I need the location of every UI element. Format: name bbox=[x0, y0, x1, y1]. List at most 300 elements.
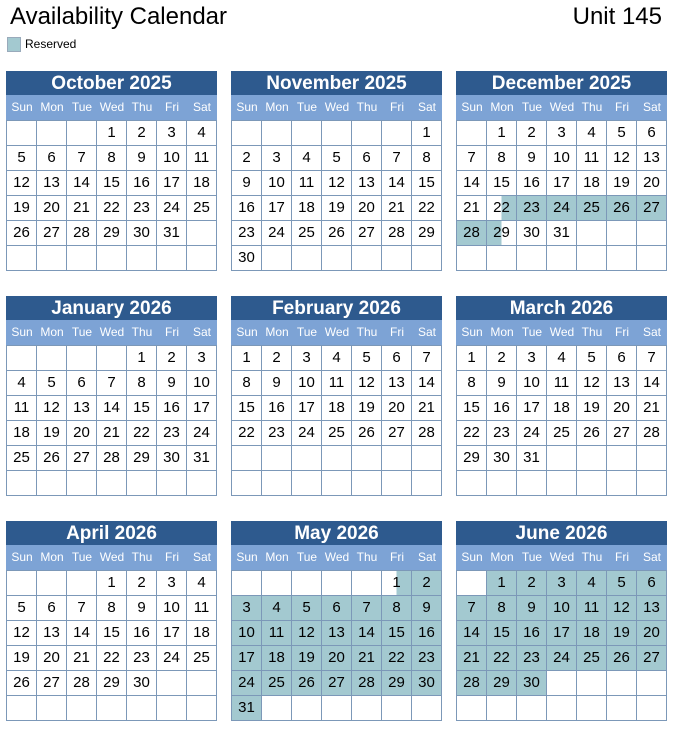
day-cell[interactable]: 7 bbox=[412, 346, 442, 371]
day-cell[interactable]: 6 bbox=[382, 346, 412, 371]
day-cell[interactable]: 4 bbox=[577, 121, 607, 146]
day-cell[interactable]: 7 bbox=[97, 371, 127, 396]
day-cell[interactable]: 23 bbox=[412, 646, 442, 671]
day-cell[interactable]: 9 bbox=[262, 371, 292, 396]
day-cell[interactable]: 29 bbox=[412, 221, 442, 246]
day-cell[interactable]: 27 bbox=[322, 671, 352, 696]
day-cell[interactable]: 19 bbox=[7, 646, 37, 671]
day-cell[interactable]: 30 bbox=[127, 671, 157, 696]
day-cell[interactable]: 28 bbox=[97, 446, 127, 471]
day-cell[interactable]: 29 bbox=[97, 671, 127, 696]
day-cell[interactable]: 30 bbox=[232, 246, 262, 271]
day-cell[interactable]: 6 bbox=[37, 596, 67, 621]
day-cell[interactable]: 13 bbox=[322, 621, 352, 646]
day-cell[interactable]: 28 bbox=[637, 421, 667, 446]
day-cell[interactable]: 16 bbox=[487, 396, 517, 421]
day-cell[interactable]: 23 bbox=[262, 421, 292, 446]
day-cell[interactable]: 20 bbox=[382, 396, 412, 421]
day-grid bbox=[6, 120, 217, 271]
day-cell[interactable]: 26 bbox=[577, 421, 607, 446]
weekday-header-row bbox=[456, 545, 667, 570]
empty-day-cell bbox=[37, 121, 67, 146]
day-cell[interactable]: 8 bbox=[97, 146, 127, 171]
day-cell[interactable]: 8 bbox=[457, 371, 487, 396]
day-cell[interactable]: 6 bbox=[37, 146, 67, 171]
day-cell[interactable]: 9 bbox=[412, 596, 442, 621]
day-cell[interactable]: 21 bbox=[457, 646, 487, 671]
day-cell[interactable]: 5 bbox=[352, 346, 382, 371]
day-cell[interactable]: 31 bbox=[547, 221, 577, 246]
day-cell[interactable]: 18 bbox=[292, 196, 322, 221]
day-cell[interactable]: 15 bbox=[412, 171, 442, 196]
day-cell[interactable]: 29 bbox=[382, 671, 412, 696]
empty-day-cell bbox=[7, 696, 37, 721]
day-cell[interactable]: 19 bbox=[607, 171, 637, 196]
day-cell[interactable]: 20 bbox=[637, 621, 667, 646]
day-cell[interactable]: 25 bbox=[7, 446, 37, 471]
day-cell[interactable]: 24 bbox=[157, 196, 187, 221]
day-cell[interactable]: 4 bbox=[262, 596, 292, 621]
day-cell[interactable]: 29 bbox=[97, 221, 127, 246]
day-cell[interactable]: 7 bbox=[67, 596, 97, 621]
day-cell[interactable]: 16 bbox=[517, 621, 547, 646]
day-cell[interactable]: 16 bbox=[412, 621, 442, 646]
day-cell[interactable]: 23 bbox=[157, 421, 187, 446]
day-cell[interactable]: 1 bbox=[487, 121, 517, 146]
day-cell[interactable]: 30 bbox=[517, 671, 547, 696]
day-cell[interactable]: 13 bbox=[37, 621, 67, 646]
day-cell[interactable]: 3 bbox=[517, 346, 547, 371]
day-cell[interactable]: 18 bbox=[262, 646, 292, 671]
day-cell[interactable]: 31 bbox=[187, 446, 217, 471]
day-cell[interactable]: 10 bbox=[517, 371, 547, 396]
day-cell[interactable]: 11 bbox=[7, 396, 37, 421]
day-cell[interactable]: 15 bbox=[97, 171, 127, 196]
month-calendar bbox=[231, 71, 442, 271]
day-cell[interactable]: 16 bbox=[127, 621, 157, 646]
day-cell[interactable]: 18 bbox=[577, 171, 607, 196]
day-cell[interactable]: 13 bbox=[67, 396, 97, 421]
day-cell[interactable]: 12 bbox=[7, 171, 37, 196]
day-cell[interactable]: 26 bbox=[607, 196, 637, 221]
day-cell[interactable]: 12 bbox=[577, 371, 607, 396]
day-cell[interactable]: 14 bbox=[97, 396, 127, 421]
day-cell[interactable]: 15 bbox=[487, 171, 517, 196]
day-cell[interactable]: 11 bbox=[262, 621, 292, 646]
weekday-label: Mon bbox=[40, 550, 64, 564]
day-cell[interactable]: 26 bbox=[7, 221, 37, 246]
day-cell[interactable]: 22 bbox=[382, 646, 412, 671]
day-cell[interactable]: 11 bbox=[292, 171, 322, 196]
day-cell[interactable]: 9 bbox=[487, 371, 517, 396]
day-cell[interactable]: 25 bbox=[292, 221, 322, 246]
day-cell[interactable]: 24 bbox=[262, 221, 292, 246]
day-cell[interactable]: 1 bbox=[97, 571, 127, 596]
day-cell[interactable]: 15 bbox=[457, 396, 487, 421]
day-cell[interactable]: 31 bbox=[157, 221, 187, 246]
day-cell[interactable]: 1 bbox=[127, 346, 157, 371]
day-cell[interactable]: 3 bbox=[157, 571, 187, 596]
day-cell[interactable]: 21 bbox=[97, 421, 127, 446]
day-cell[interactable]: 10 bbox=[157, 596, 187, 621]
day-cell[interactable]: 28 bbox=[382, 221, 412, 246]
day-cell[interactable]: 20 bbox=[322, 646, 352, 671]
day-cell[interactable]: 9 bbox=[517, 146, 547, 171]
day-cell[interactable]: 14 bbox=[352, 621, 382, 646]
empty-day-cell bbox=[157, 471, 187, 496]
day-cell[interactable]: 2 bbox=[232, 146, 262, 171]
day-cell[interactable]: 1 bbox=[457, 346, 487, 371]
day-cell[interactable]: 23 bbox=[517, 196, 547, 221]
day-cell[interactable]: 15 bbox=[97, 621, 127, 646]
day-cell[interactable]: 8 bbox=[412, 146, 442, 171]
day-cell[interactable]: 19 bbox=[37, 421, 67, 446]
day-cell[interactable]: 29 bbox=[487, 671, 517, 696]
day-cell[interactable]: 8 bbox=[232, 371, 262, 396]
day-cell[interactable]: 5 bbox=[322, 146, 352, 171]
day-cell[interactable]: 12 bbox=[292, 621, 322, 646]
day-cell[interactable]: 24 bbox=[187, 421, 217, 446]
day-cell[interactable]: 20 bbox=[607, 396, 637, 421]
day-cell[interactable]: 15 bbox=[487, 621, 517, 646]
day-cell[interactable]: 11 bbox=[577, 596, 607, 621]
day-cell[interactable]: 6 bbox=[607, 346, 637, 371]
day-cell[interactable]: 1 bbox=[232, 346, 262, 371]
day-cell[interactable]: 1 bbox=[487, 571, 517, 596]
empty-day-cell bbox=[262, 246, 292, 271]
day-cell[interactable]: 3 bbox=[292, 346, 322, 371]
day-cell[interactable]: 4 bbox=[547, 346, 577, 371]
day-cell[interactable]: 3 bbox=[547, 121, 577, 146]
day-cell[interactable]: 2 bbox=[127, 571, 157, 596]
day-cell[interactable]: 27 bbox=[637, 646, 667, 671]
day-cell[interactable]: 8 bbox=[97, 596, 127, 621]
day-cell[interactable]: 19 bbox=[607, 621, 637, 646]
day-cell[interactable]: 2 bbox=[517, 571, 547, 596]
day-cell[interactable]: 24 bbox=[547, 646, 577, 671]
day-cell[interactable]: 27 bbox=[607, 421, 637, 446]
day-cell[interactable]: 7 bbox=[637, 346, 667, 371]
day-cell[interactable]: 17 bbox=[157, 171, 187, 196]
empty-day-cell bbox=[232, 471, 262, 496]
day-cell[interactable]: 2 bbox=[262, 346, 292, 371]
day-cell[interactable]: 20 bbox=[37, 196, 67, 221]
day-cell[interactable]: 13 bbox=[637, 146, 667, 171]
day-cell[interactable]: 21 bbox=[67, 646, 97, 671]
day-cell[interactable]: 6 bbox=[637, 121, 667, 146]
day-cell[interactable]: 23 bbox=[127, 646, 157, 671]
day-cell[interactable]: 4 bbox=[577, 571, 607, 596]
day-cell[interactable]: 13 bbox=[382, 371, 412, 396]
day-cell[interactable]: 20 bbox=[352, 196, 382, 221]
day-cell[interactable]: 26 bbox=[352, 421, 382, 446]
day-cell[interactable]: 5 bbox=[7, 596, 37, 621]
day-cell[interactable]: 20 bbox=[67, 421, 97, 446]
day-cell[interactable]: 24 bbox=[232, 671, 262, 696]
empty-day-cell bbox=[517, 246, 547, 271]
day-cell[interactable]: 18 bbox=[322, 396, 352, 421]
day-cell[interactable]: 29 bbox=[457, 446, 487, 471]
day-cell[interactable]: 22 bbox=[97, 646, 127, 671]
day-cell[interactable]: 25 bbox=[187, 646, 217, 671]
empty-day-cell bbox=[7, 121, 37, 146]
empty-day-cell bbox=[607, 671, 637, 696]
day-cell[interactable]: 6 bbox=[322, 596, 352, 621]
day-cell[interactable]: 26 bbox=[607, 646, 637, 671]
empty-day-cell bbox=[232, 121, 262, 146]
day-cell[interactable]: 1 bbox=[412, 121, 442, 146]
day-cell[interactable]: 31 bbox=[232, 696, 262, 721]
empty-day-cell bbox=[67, 121, 97, 146]
day-cell[interactable]: 30 bbox=[412, 671, 442, 696]
month-title: June 2026 bbox=[456, 521, 667, 545]
empty-day-cell bbox=[187, 671, 217, 696]
day-cell[interactable]: 21 bbox=[637, 396, 667, 421]
weekday-label: Thu bbox=[131, 325, 153, 339]
day-cell[interactable]: 13 bbox=[352, 171, 382, 196]
day-cell[interactable]: 27 bbox=[67, 446, 97, 471]
day-cell[interactable]: 19 bbox=[352, 396, 382, 421]
day-cell[interactable]: 25 bbox=[187, 196, 217, 221]
day-cell[interactable]: 14 bbox=[457, 621, 487, 646]
day-cell[interactable]: 14 bbox=[637, 371, 667, 396]
empty-day-cell bbox=[577, 696, 607, 721]
day-cell[interactable]: 17 bbox=[157, 621, 187, 646]
day-cell[interactable]: 8 bbox=[487, 146, 517, 171]
day-cell[interactable]: 25 bbox=[577, 646, 607, 671]
empty-day-cell bbox=[382, 471, 412, 496]
day-cell[interactable]: 5 bbox=[37, 371, 67, 396]
day-cell[interactable]: 10 bbox=[262, 171, 292, 196]
day-cell[interactable]: 27 bbox=[382, 421, 412, 446]
day-cell[interactable]: 21 bbox=[67, 196, 97, 221]
day-cell[interactable]: 2 bbox=[157, 346, 187, 371]
day-cell[interactable]: 29 bbox=[127, 446, 157, 471]
day-cell[interactable]: 10 bbox=[157, 146, 187, 171]
day-cell[interactable]: 16 bbox=[517, 171, 547, 196]
day-cell[interactable]: 24 bbox=[157, 646, 187, 671]
day-cell[interactable]: 9 bbox=[127, 596, 157, 621]
day-cell[interactable]: 11 bbox=[577, 146, 607, 171]
day-cell[interactable]: 21 bbox=[412, 396, 442, 421]
day-cell[interactable]: 18 bbox=[187, 621, 217, 646]
day-cell[interactable]: 2 bbox=[487, 346, 517, 371]
day-cell[interactable]: 9 bbox=[157, 371, 187, 396]
day-cell[interactable]: 12 bbox=[352, 371, 382, 396]
weekday-label: Sun bbox=[236, 100, 258, 114]
day-cell[interactable]: 18 bbox=[547, 396, 577, 421]
day-cell[interactable]: 18 bbox=[7, 421, 37, 446]
day-cell[interactable]: 13 bbox=[37, 171, 67, 196]
day-cell[interactable]: 24 bbox=[547, 196, 577, 221]
day-cell[interactable]: 22 bbox=[487, 196, 517, 221]
day-cell[interactable]: 9 bbox=[517, 596, 547, 621]
day-cell[interactable]: 8 bbox=[127, 371, 157, 396]
day-cell[interactable]: 6 bbox=[352, 146, 382, 171]
day-cell[interactable]: 17 bbox=[547, 171, 577, 196]
day-cell[interactable]: 1 bbox=[382, 571, 412, 596]
day-cell[interactable]: 17 bbox=[547, 621, 577, 646]
day-cell[interactable]: 20 bbox=[637, 171, 667, 196]
day-cell[interactable]: 26 bbox=[37, 446, 67, 471]
day-cell[interactable]: 14 bbox=[67, 621, 97, 646]
day-cell[interactable]: 14 bbox=[457, 171, 487, 196]
day-cell[interactable]: 5 bbox=[292, 596, 322, 621]
day-cell[interactable]: 22 bbox=[487, 646, 517, 671]
day-cell[interactable]: 4 bbox=[187, 121, 217, 146]
day-cell[interactable]: 20 bbox=[37, 646, 67, 671]
day-cell[interactable]: 4 bbox=[187, 571, 217, 596]
day-cell[interactable]: 28 bbox=[457, 221, 487, 246]
day-cell[interactable]: 15 bbox=[127, 396, 157, 421]
day-cell[interactable]: 27 bbox=[37, 671, 67, 696]
day-cell[interactable]: 16 bbox=[157, 396, 187, 421]
day-cell[interactable]: 14 bbox=[382, 171, 412, 196]
day-cell[interactable]: 17 bbox=[262, 196, 292, 221]
day-cell[interactable]: 10 bbox=[187, 371, 217, 396]
day-cell[interactable]: 30 bbox=[157, 446, 187, 471]
day-cell[interactable]: 30 bbox=[487, 446, 517, 471]
day-cell[interactable]: 22 bbox=[127, 421, 157, 446]
day-cell[interactable]: 14 bbox=[412, 371, 442, 396]
day-cell[interactable]: 19 bbox=[292, 646, 322, 671]
day-cell[interactable]: 22 bbox=[232, 421, 262, 446]
day-cell[interactable]: 27 bbox=[37, 221, 67, 246]
day-cell[interactable]: 28 bbox=[67, 221, 97, 246]
day-cell[interactable]: 3 bbox=[157, 121, 187, 146]
day-cell[interactable]: 25 bbox=[262, 671, 292, 696]
day-cell[interactable]: 3 bbox=[187, 346, 217, 371]
day-cell[interactable]: 11 bbox=[547, 371, 577, 396]
day-cell[interactable]: 7 bbox=[382, 146, 412, 171]
day-cell[interactable]: 22 bbox=[97, 196, 127, 221]
day-cell[interactable]: 23 bbox=[127, 196, 157, 221]
day-cell[interactable]: 4 bbox=[7, 371, 37, 396]
day-cell[interactable]: 8 bbox=[382, 596, 412, 621]
day-cell[interactable]: 13 bbox=[607, 371, 637, 396]
day-cell[interactable]: 18 bbox=[187, 171, 217, 196]
day-cell[interactable]: 28 bbox=[352, 671, 382, 696]
day-cell[interactable]: 24 bbox=[292, 421, 322, 446]
day-cell[interactable]: 7 bbox=[457, 596, 487, 621]
day-cell[interactable]: 28 bbox=[67, 671, 97, 696]
day-cell[interactable]: 17 bbox=[232, 646, 262, 671]
day-cell[interactable]: 21 bbox=[457, 196, 487, 221]
day-cell[interactable]: 31 bbox=[517, 446, 547, 471]
day-cell[interactable]: 2 bbox=[517, 121, 547, 146]
day-cell[interactable]: 11 bbox=[187, 146, 217, 171]
day-cell[interactable]: 22 bbox=[457, 421, 487, 446]
day-cell[interactable]: 21 bbox=[352, 646, 382, 671]
day-cell[interactable]: 15 bbox=[232, 396, 262, 421]
day-cell[interactable]: 24 bbox=[517, 421, 547, 446]
day-cell[interactable]: 16 bbox=[127, 171, 157, 196]
day-cell[interactable]: 1 bbox=[97, 121, 127, 146]
day-cell[interactable]: 12 bbox=[607, 146, 637, 171]
day-cell[interactable]: 2 bbox=[127, 121, 157, 146]
empty-day-cell bbox=[577, 246, 607, 271]
day-cell[interactable]: 2 bbox=[412, 571, 442, 596]
day-cell[interactable]: 30 bbox=[127, 221, 157, 246]
day-cell[interactable]: 30 bbox=[517, 221, 547, 246]
day-cell[interactable]: 7 bbox=[67, 146, 97, 171]
day-cell[interactable]: 27 bbox=[637, 196, 667, 221]
day-cell[interactable]: 26 bbox=[322, 221, 352, 246]
day-cell[interactable]: 21 bbox=[382, 196, 412, 221]
day-cell[interactable]: 26 bbox=[292, 671, 322, 696]
day-cell[interactable]: 19 bbox=[577, 396, 607, 421]
day-cell[interactable]: 25 bbox=[577, 196, 607, 221]
day-cell[interactable]: 25 bbox=[547, 421, 577, 446]
day-cell[interactable]: 3 bbox=[262, 146, 292, 171]
day-cell[interactable]: 3 bbox=[232, 596, 262, 621]
day-cell[interactable]: 12 bbox=[322, 171, 352, 196]
day-cell[interactable]: 5 bbox=[607, 121, 637, 146]
day-cell[interactable]: 29 bbox=[487, 221, 517, 246]
day-cell[interactable]: 17 bbox=[292, 396, 322, 421]
day-cell[interactable]: 19 bbox=[7, 196, 37, 221]
day-cell[interactable]: 8 bbox=[487, 596, 517, 621]
day-cell[interactable]: 9 bbox=[232, 171, 262, 196]
day-cell[interactable]: 16 bbox=[232, 196, 262, 221]
day-cell[interactable]: 16 bbox=[262, 396, 292, 421]
day-cell[interactable]: 23 bbox=[487, 421, 517, 446]
day-cell[interactable]: 17 bbox=[187, 396, 217, 421]
day-cell[interactable]: 10 bbox=[547, 596, 577, 621]
day-cell[interactable]: 15 bbox=[382, 621, 412, 646]
day-cell[interactable]: 12 bbox=[7, 621, 37, 646]
day-cell[interactable]: 11 bbox=[322, 371, 352, 396]
day-cell[interactable]: 26 bbox=[7, 671, 37, 696]
day-cell[interactable]: 13 bbox=[637, 596, 667, 621]
day-cell[interactable]: 3 bbox=[547, 571, 577, 596]
empty-day-cell bbox=[7, 471, 37, 496]
day-cell[interactable]: 18 bbox=[577, 621, 607, 646]
day-cell[interactable]: 5 bbox=[7, 146, 37, 171]
weekday-label: Sun bbox=[11, 550, 33, 564]
day-cell[interactable]: 10 bbox=[547, 146, 577, 171]
day-cell[interactable]: 11 bbox=[187, 596, 217, 621]
day-cell[interactable]: 28 bbox=[457, 671, 487, 696]
day-cell[interactable]: 9 bbox=[127, 146, 157, 171]
day-cell[interactable]: 6 bbox=[637, 571, 667, 596]
day-cell[interactable]: 5 bbox=[607, 571, 637, 596]
day-cell[interactable]: 14 bbox=[67, 171, 97, 196]
day-cell[interactable]: 6 bbox=[67, 371, 97, 396]
day-cell[interactable]: 4 bbox=[322, 346, 352, 371]
day-cell[interactable]: 22 bbox=[412, 196, 442, 221]
day-cell[interactable]: 23 bbox=[232, 221, 262, 246]
day-cell[interactable]: 17 bbox=[517, 396, 547, 421]
day-cell[interactable]: 19 bbox=[322, 196, 352, 221]
day-cell[interactable]: 28 bbox=[412, 421, 442, 446]
day-cell[interactable]: 27 bbox=[352, 221, 382, 246]
day-cell[interactable]: 7 bbox=[457, 146, 487, 171]
empty-day-cell bbox=[292, 696, 322, 721]
day-cell[interactable]: 12 bbox=[37, 396, 67, 421]
weekday-label: Mon bbox=[490, 325, 514, 339]
day-cell[interactable]: 12 bbox=[607, 596, 637, 621]
day-cell[interactable]: 5 bbox=[577, 346, 607, 371]
empty-day-cell bbox=[517, 696, 547, 721]
day-cell[interactable]: 4 bbox=[292, 146, 322, 171]
day-cell[interactable]: 10 bbox=[292, 371, 322, 396]
month-calendar bbox=[6, 71, 217, 271]
day-cell[interactable]: 7 bbox=[352, 596, 382, 621]
day-cell[interactable]: 23 bbox=[517, 646, 547, 671]
day-cell[interactable]: 10 bbox=[232, 621, 262, 646]
day-cell[interactable]: 25 bbox=[322, 421, 352, 446]
